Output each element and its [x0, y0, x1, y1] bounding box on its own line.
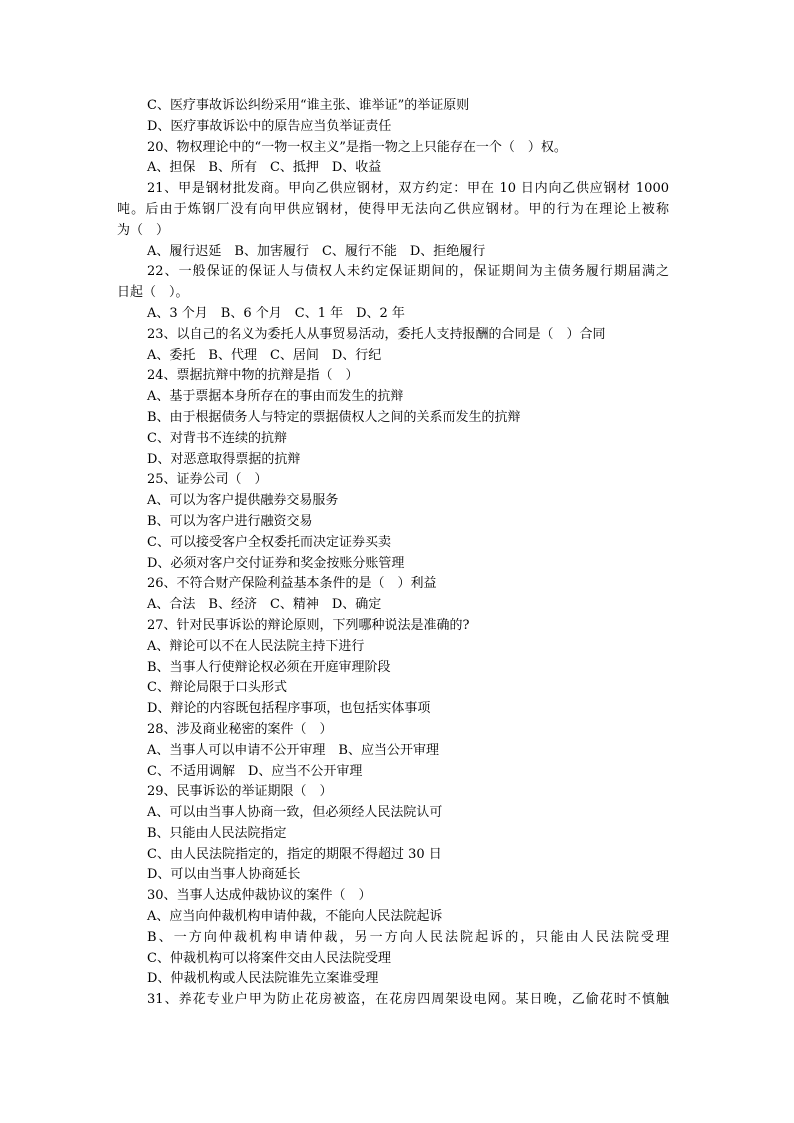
text-line: D、对恶意取得票据的抗辩	[147, 451, 301, 467]
text-line: A、3 个月 B、6 个月 C、1 年 D、2 年	[147, 305, 405, 321]
text-line: C、可以接受客户全权委托而决定证券买卖	[147, 534, 391, 550]
text-line: 日起（ ）。	[117, 285, 189, 301]
document-body	[117, 96, 669, 1011]
text-line: 30、当事人达成仲裁协议的案件（ ）	[147, 888, 372, 904]
text-line: A、当事人可以申请不公开审理 B、应当公开审理	[147, 742, 439, 758]
text-line: 29、民事诉讼的举证期限（ ）	[147, 784, 333, 800]
text-line: B、一方向仲裁机构申请仲裁，另一方向人民法院起诉的，只能由人民法院受理	[147, 929, 669, 945]
text-line: D、可以由当事人协商延长	[147, 867, 301, 883]
text-line: A、辩论可以不在人民法院主持下进行	[147, 638, 365, 654]
text-line: A、可以由当事人协商一致，但必须经人民法院认可	[147, 805, 443, 821]
text-line: 31、养花专业户甲为防止花房被盗，在花房四周架设电网。某日晚，乙偷花时不慎触	[147, 992, 669, 1008]
text-line: D、医疗事故诉讼中的原告应当负举证责任	[147, 118, 392, 134]
text-line: B、可以为客户进行融资交易	[147, 513, 313, 529]
text-line: D、辩论的内容既包括程序事项，也包括实体事项	[147, 701, 431, 717]
text-line: C、仲裁机构可以将案件交由人民法院受理	[147, 950, 391, 966]
text-line: B、由于根据债务人与特定的票据债权人之间的关系而发生的抗辩	[147, 409, 521, 425]
text-line: B、当事人行使辩论权必须在开庭审理阶段	[147, 659, 391, 675]
text-line: A、基于票据本身所存在的事由而发生的抗辩	[147, 389, 404, 405]
text-line: 26、不符合财产保险利益基本条件的是（ ）利益	[147, 576, 437, 592]
text-line: C、医疗事故诉讼纠纷采用“谁主张、谁举证”的举证原则	[147, 98, 470, 113]
text-line: A、应当向仲裁机构申请仲裁，不能向人民法院起诉	[147, 909, 443, 925]
text-line: C、对背书不连续的抗辩	[147, 430, 287, 446]
text-line: A、委托 B、代理 C、居间 D、行纪	[147, 347, 382, 363]
text-line: 25、证券公司（ ）	[147, 472, 268, 488]
text-line: 24、票据抗辩中物的抗辩是指（ ）	[147, 368, 359, 384]
text-line: 吨。后由于炼钢厂没有向甲供应钢材，使得甲无法向乙供应钢材。甲的行为在理论上被称	[117, 201, 669, 217]
text-line: 27、针对民事诉讼的辩论原则，下列哪种说法是准确的?	[147, 617, 470, 633]
text-line: 23、以自己的名义为委托人从事贸易活动，委托人支持报酬的合同是（ ）合同	[147, 326, 606, 342]
text-line: D、仲裁机构或人民法院谁先立案谁受理	[147, 971, 379, 987]
text-line: A、履行迟延 B、加害履行 C、履行不能 D、拒绝履行	[147, 243, 486, 259]
text-line: 为（ ）	[117, 222, 170, 238]
text-line: B、只能由人民法院指定	[147, 825, 287, 841]
text-line: A、合法 B、经济 C、精神 D、确定	[147, 597, 382, 613]
text-line: 28、涉及商业秘密的案件（ ）	[147, 721, 333, 737]
text-line: D、必须对客户交付证券和奖金按账分账管理	[147, 555, 405, 571]
text-line: C、由人民法院指定的，指定的期限不得超过 30 日	[147, 846, 442, 862]
text-line: 21、甲是钢材批发商。甲向乙供应钢材，双方约定：甲在 10 日内向乙供应钢材 1000	[147, 181, 669, 197]
text-line: 22、一般保证的保证人与债权人未约定保证期间的，保证期间为主债务履行期届满之	[147, 264, 669, 280]
text-line: C、辩论局限于口头形式	[147, 680, 287, 696]
text-line: A、可以为客户提供融券交易服务	[147, 493, 339, 509]
text-line: A、担保 B、所有 C、抵押 D、收益	[147, 160, 382, 176]
text-line: 20、物权理论中的“一物一权主义”是指一物之上只能存在一个（ ）权。	[147, 139, 567, 155]
text-line: C、不适用调解 D、应当不公开审理	[147, 763, 363, 779]
